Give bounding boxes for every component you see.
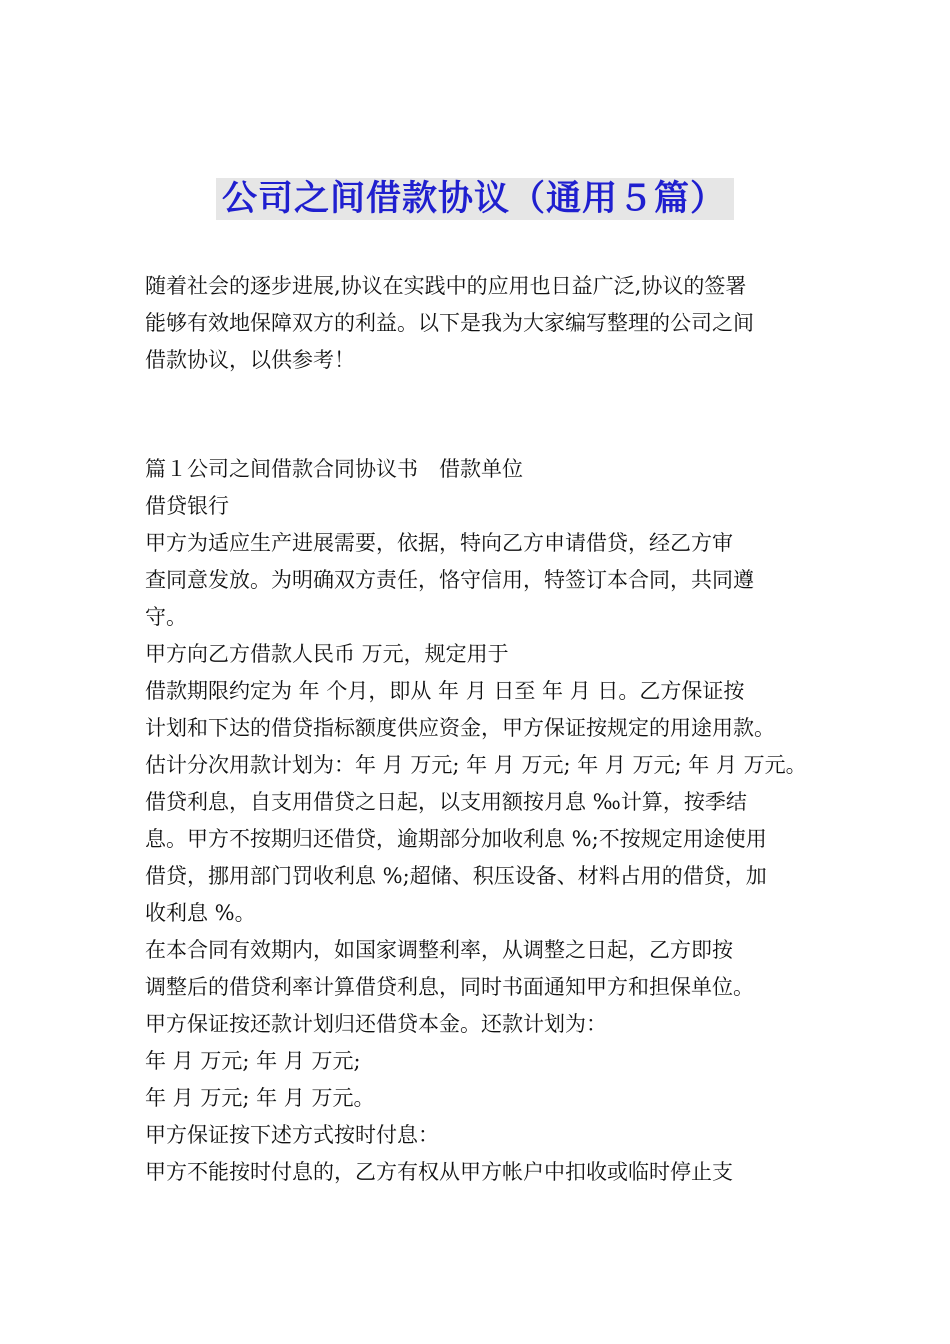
body-line: 计划和下达的借贷指标额度供应资金，甲方保证按规定的用途用款。: [145, 716, 775, 740]
contract-body: [145, 451, 815, 1191]
body-line: 甲方向乙方借款人民币 万元，规定用于: [145, 642, 509, 666]
body-line: 守。: [145, 605, 187, 629]
body-line: 借贷利息，自支用借贷之日起，以支用额按月息 ‰计算，按季结: [145, 790, 747, 814]
body-line: 篇１公司之间借款合同协议书 借款单位: [145, 457, 523, 481]
body-line: 借贷银行: [145, 494, 229, 518]
intro-line: 能够有效地保障双方的利益。以下是我为大家编写整理的公司之间: [145, 311, 754, 335]
body-line: 甲方为适应生产进展需要，依据，特向乙方申请借贷，经乙方审: [145, 531, 733, 555]
body-line: 甲方保证按还款计划归还借贷本金。还款计划为：: [145, 1012, 607, 1036]
body-line: 甲方不能按时付息的，乙方有权从甲方帐户中扣收或临时停止支: [145, 1160, 733, 1184]
body-line: 在本合同有效期内，如国家调整利率，从调整之日起，乙方即按: [145, 938, 733, 962]
intro-line: 随着社会的逐步进展,协议在实践中的应用也日益广泛,协议的签署: [145, 274, 747, 298]
title-container: [0, 178, 950, 220]
body-line: 收利息 %。: [145, 901, 256, 925]
body-line: 年 月 万元; 年 月 万元;: [145, 1049, 361, 1073]
body-line: 年 月 万元; 年 月 万元。: [145, 1086, 375, 1110]
body-line: 息。甲方不按期归还借贷，逾期部分加收利息 %;不按规定用途使用: [145, 827, 767, 851]
intro-paragraph: [145, 268, 815, 379]
body-line: 估计分次用款计划为：年 月 万元; 年 月 万元; 年 月 万元; 年 月 万元。: [145, 753, 807, 777]
body-line: 借款期限约定为 年 个月，即从 年 月 日至 年 月 日。乙方保证按: [145, 679, 745, 703]
body-line: 查同意发放。为明确双方责任，恪守信用，特签订本合同，共同遵: [145, 568, 754, 592]
document-title: 公司之间借款协议（通用５篇）: [216, 178, 734, 220]
body-line: 甲方保证按下述方式按时付息：: [145, 1123, 439, 1147]
intro-line: 借款协议，以供参考！: [145, 348, 355, 372]
body-line: 借贷，挪用部门罚收利息 %;超储、积压设备、材料占用的借贷，加: [145, 864, 767, 888]
body-line: 调整后的借贷利率计算借贷利息，同时书面通知甲方和担保单位。: [145, 975, 754, 999]
